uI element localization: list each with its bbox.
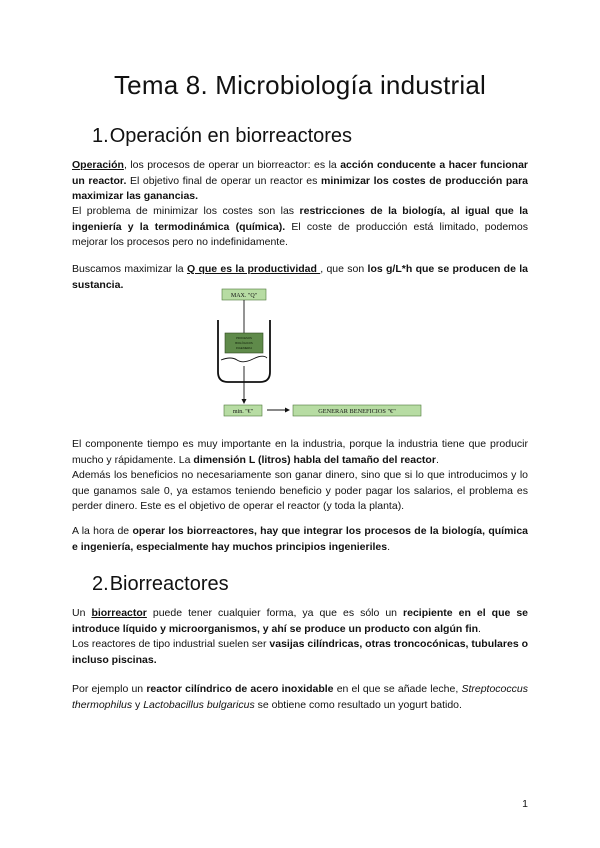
- min-cost-label: min. "€": [232, 409, 254, 415]
- bioreactor-diagram: [215, 288, 425, 418]
- max-q-label: MAX. "Q": [230, 293, 258, 299]
- process-label-1: PROCESOS: [236, 336, 252, 340]
- section-heading-2: [92, 573, 229, 596]
- paragraph-integrar: [72, 524, 528, 555]
- paragraph-operacion: [72, 158, 528, 205]
- text-run: , que son: [320, 263, 368, 275]
- process-label-2: BIOLÓGICOS: [235, 341, 253, 345]
- paragraph-beneficios: Además los beneficios no necesariamente son ganar dinero, sino que si lo que introducimos y lo que ganamos sale 0, ya estamos teniendo beneficio y poder pagar los salarios, el problema es perder dinero. Este es el objetivo de operar el reactor (y toda la planta).: [72, 469, 528, 512]
- section-number: 1.: [92, 125, 109, 147]
- liquid-surface: [221, 356, 267, 362]
- paragraph-ejemplo: [72, 682, 528, 713]
- bold-run: restricciones de la biología, al igual que la ingeniería y la termodinámica (química).: [72, 205, 528, 233]
- paragraph-tipos: [72, 637, 528, 668]
- text-run: Buscamos maximizar la: [72, 263, 187, 275]
- paragraph-biorreactor: [72, 606, 528, 637]
- section-number: 2.: [92, 573, 109, 595]
- page-title: Tema 8. Microbiología industrial: [113, 70, 486, 100]
- text-run: , los procesos de operar un biorreactor: es la: [123, 159, 341, 171]
- text-run: Por ejemplo un: [72, 683, 147, 695]
- bold-run: reactor cilíndrico de acero inoxidable: [146, 683, 334, 695]
- term-biorreactor: biorreactor: [91, 607, 147, 619]
- term-operacion: Operación: [72, 159, 124, 171]
- text-run: .: [478, 622, 481, 635]
- benefits-label: GENERAR BENEFICIOS "€": [318, 408, 396, 415]
- bold-run: recipiente en el que se introduce líquido y microorganismos, y ahí se produce un producto con algún fin: [72, 607, 528, 635]
- section-title: Operación en biorreactores: [109, 125, 353, 147]
- bold-run: vasijas cilíndricas, otras troncocónicas, tubulares o incluso piscinas.: [72, 638, 529, 666]
- text-run: en el que se añade leche,: [333, 683, 462, 695]
- text-run: .: [435, 453, 439, 466]
- text-run: El problema de minimizar los costes son las: [72, 205, 300, 217]
- section-heading-1: [92, 125, 352, 148]
- bold-run: dimensión L (litros) habla del tamaño del reactor: [193, 453, 436, 466]
- species-name: Lactobacillus bulgaricus: [143, 698, 255, 711]
- bold-run: minimizar los costes de producción para maximizar las ganancias.: [72, 174, 529, 202]
- arrow-head-icon: [285, 408, 290, 413]
- text-run: A la hora de: [72, 525, 133, 537]
- text-run: y: [132, 698, 144, 711]
- text-run: El coste de producción está limitado, podemos mejorar los procesos pero no indefinidamente.: [72, 220, 528, 248]
- term-productividad: Q que es la productividad: [186, 263, 321, 275]
- text-run: El objetivo final de operar un reactor es: [126, 174, 321, 187]
- paragraph-tiempo: [72, 437, 528, 468]
- section-title: Biorreactores: [109, 573, 229, 595]
- arrow-head-icon: [242, 399, 247, 404]
- bold-run: acción conducente a hacer funcionar un reactor.: [72, 159, 528, 187]
- text-run: .: [387, 540, 391, 553]
- text-run: puede tener cualquier forma, ya que es sólo un: [146, 607, 404, 619]
- page-number: 1: [522, 798, 528, 810]
- text-run: Un: [72, 607, 92, 619]
- bold-run: los g/L*h que se producen de la sustancia.: [72, 263, 529, 291]
- bold-run: operar los biorreactores, hay que integrar los procesos de la biología, química e ingeniería, especialmente hay muchos principios ingenieriles: [72, 525, 529, 553]
- text-run: se obtiene como resultado un yogurt batido.: [254, 698, 462, 711]
- process-label-3: INGENIERIA: [235, 346, 253, 350]
- text-run: El componente tiempo es muy importante en la industria, porque la industria tiene que producir mucho y rápidamente. La: [72, 438, 528, 466]
- species-name: Streptococcus thermophilus: [72, 683, 528, 711]
- paragraph-restricciones: [72, 204, 528, 251]
- text-run: Los reactores de tipo industrial suelen ser: [72, 638, 270, 650]
